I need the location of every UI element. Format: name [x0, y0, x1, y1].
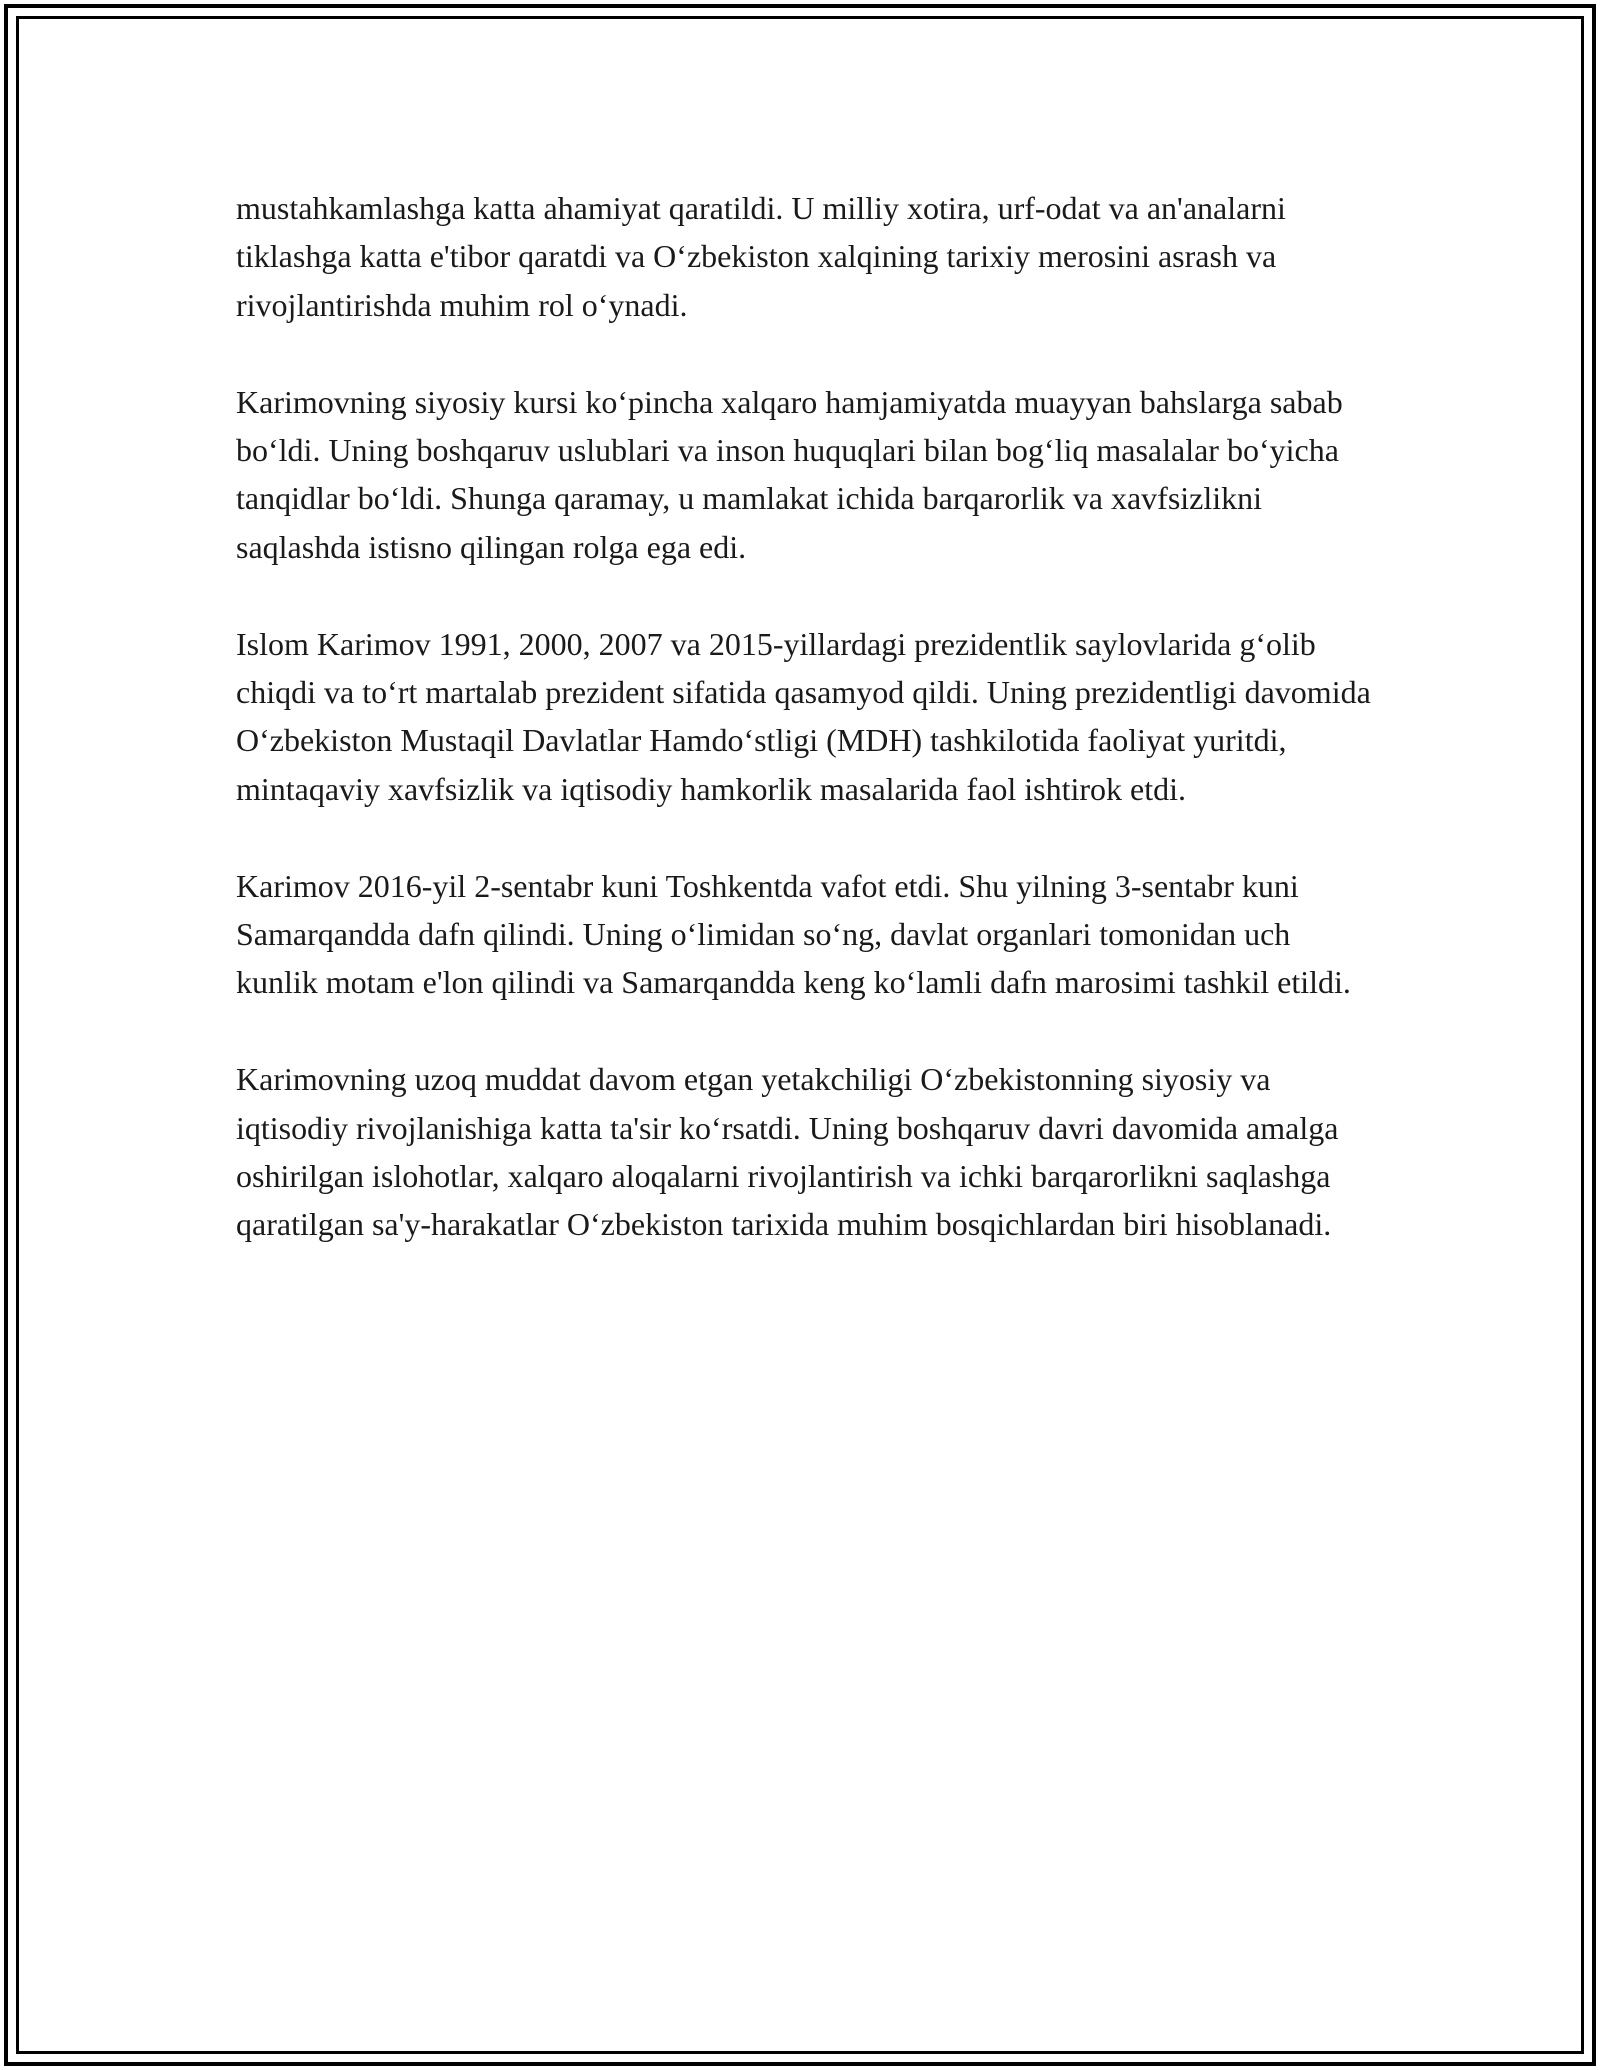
document-body: [236, 184, 1376, 1297]
paragraph-4: Karimov 2016-yil 2-sentabr kuni Toshkentda vafot etdi. Shu yilning 3-sentabr kuni Samarqandda dafn qilindi. Uning o‘limidan so‘ng, davlat organlari tomonidan uch kunlik motam e'lon qilindi va Samarqandda keng ko‘lamli dafn marosimi tashkil etildi.: [236, 867, 1351, 1001]
paragraph-1: mustahkamlashga katta ahamiyat qaratildi. U milliy xotira, urf-odat va an'analarni tiklashga katta e'tibor qaratdi va O‘zbekiston xalqining tarixiy merosini asrash va rivojlantirishda muhim rol o‘ynadi.: [236, 190, 1286, 323]
paragraph-3: Islom Karimov 1991, 2000, 2007 va 2015-yillardagi prezidentlik saylovlarida g‘olib chiqdi va to‘rt martalab prezident sifatida qasamyod qildi. Uning prezidentligi davomida O‘zbekiston Mustaqil Davlatlar Hamdo‘stligi (MDH) tashkilotida faoliyat yuritdi, mintaqaviy xavfsizlik va iqtisodiy hamkorlik masalarida faol ishtirok etdi.: [236, 625, 1371, 807]
paragraph-5: Karimovning uzoq muddat davom etgan yetakchiligi O‘zbekistonning siyosiy va iqtisodiy rivojlanishiga katta ta'sir ko‘rsatdi. Uning boshqaruv davri davomida amalga oshirilgan islohotlar, xalqaro aloqalarni rivojlantirish va ichki barqarorlikni saqlashga qaratilgan sa'y-harakatlar O‘zbekiston tarixida muhim bosqichlardan biri hisoblanadi.: [236, 1061, 1339, 1243]
paragraph-2: Karimovning siyosiy kursi ko‘pincha xalqaro hamjamiyatda muayyan bahslarga sabab bo‘ldi. Uning boshqaruv uslublari va inson huquqlari bilan bog‘liq masalalar bo‘yicha tanqidlar bo‘ldi. Shunga qaramay, u mamlakat ichida barqarorlik va xavfsizlikni saqlashda istisno qilingan rolga ega edi.: [236, 383, 1343, 565]
